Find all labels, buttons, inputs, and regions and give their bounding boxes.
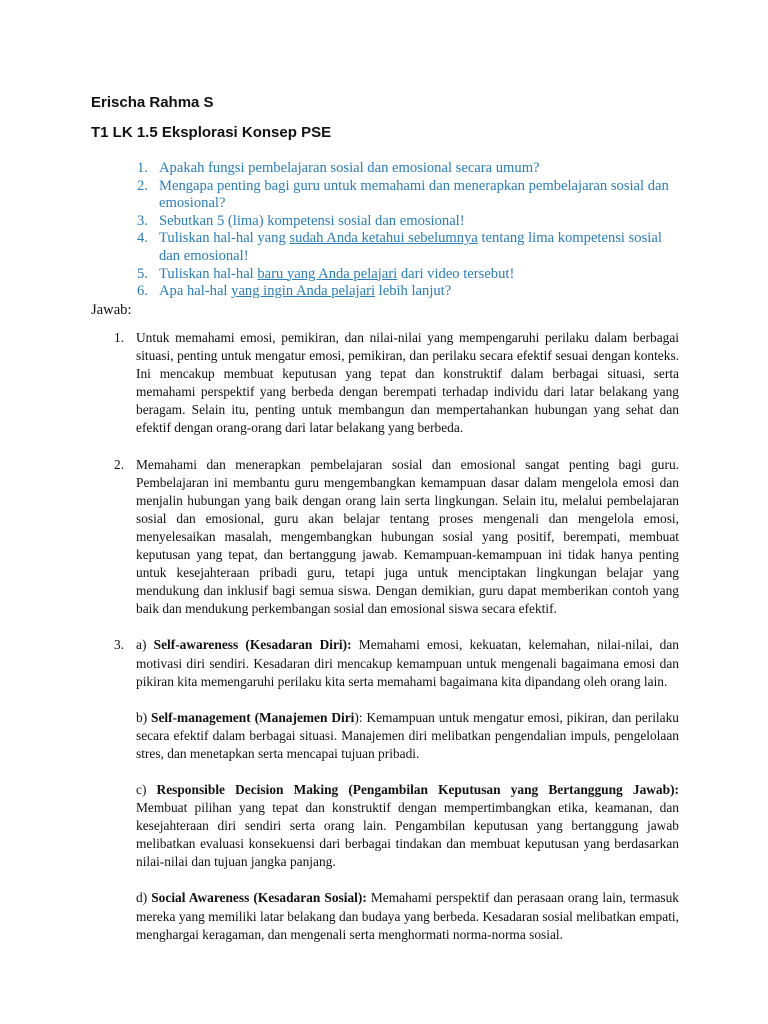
- answer-number: 2.: [114, 456, 125, 472]
- competency-title: Responsible Decision Making (Pengambilan Keputusan yang Bertanggung Jawab):: [156, 781, 679, 797]
- competency-social-awareness: [136, 889, 679, 943]
- question-item: [137, 178, 682, 213]
- question-text-end: dari video tersebut!: [397, 265, 515, 282]
- competency-prefix: d): [136, 890, 152, 906]
- question-number: 6.: [137, 283, 148, 300]
- question-text: Tuliskan hal-hal: [159, 265, 258, 282]
- answer-item-3: [114, 636, 679, 943]
- question-text-end: tentang lima kompetensi sosial dan emosional!: [159, 230, 662, 264]
- question-number: 3.: [137, 212, 148, 229]
- question-number: 4.: [137, 230, 148, 247]
- question-item: [137, 213, 682, 231]
- question-underlined-text: yang ingin Anda pelajari: [231, 283, 376, 300]
- answer-text: Untuk memahami emosi, pemikiran, dan nilai-nilai yang mempengaruhi perilaku dalam berbagai situasi, penting untuk mengatur emosi, pemikiran, dan perilaku secara efektif sesuai dengan konteks. Ini mencakup membuat keputusan yang tepat dan konstruktif dalam berbagai situasi, serta memahami perspektif yang berbeda dengan berempati terhadap individu dari latar belakang yang beragam. Selain itu, penting untuk membangun dan mempertahankan hubungan yang sehat dan efektif dengan orang-orang dari latar belakang yang berbeda.: [136, 330, 679, 436]
- question-number: 1.: [137, 160, 148, 176]
- question-text: Apa hal-hal: [159, 283, 232, 300]
- question-list: [137, 160, 682, 301]
- answer-number: 3.: [114, 637, 125, 653]
- question-number: 5.: [137, 265, 148, 282]
- question-item: [137, 160, 682, 178]
- document-title: T1 LK 1.5 Eksplorasi Konsep PSE: [91, 124, 332, 141]
- competency-prefix: a): [136, 637, 154, 653]
- author-name: Erischa Rahma S: [91, 94, 214, 111]
- question-text-end: lebih lanjut?: [375, 283, 452, 300]
- competency-title: Social Awareness (Kesadaran Sosial):: [151, 890, 367, 906]
- question-item: [137, 230, 682, 265]
- competency-description: Membuat pilihan yang tepat dan konstruktif dengan mempertimbangkan etika, keamanan, dan kesejahteraan diri sendiri serta orang lain. Pengambilan keputusan yang bertanggung jawab melibatkan evaluasi konsekuensi dari berbagai tindakan dan membuat keputusan yang berdasarkan nilai-nilai dan tujuan jangka panjang.: [136, 800, 679, 870]
- question-underlined-text: baru yang Anda pelajari: [257, 265, 398, 282]
- question-item: [137, 266, 682, 284]
- competency-self-management: [136, 709, 679, 763]
- competency-prefix: b): [136, 709, 152, 725]
- answer-list: [114, 329, 679, 962]
- competency-description: ): Kemampuan untuk mengatur emosi, pikiran, dan perilaku secara efektif dalam berbagai situasi. Manajemen diri melibatkan pengendalian impuls, pengelolaan stres, dan menetapkan serta mencapai tujuan pribadi.: [136, 709, 679, 761]
- answer-item-2: [114, 456, 679, 619]
- competency-description: Memahami perspektif dan perasaan orang lain, termasuk mereka yang memiliki latar belakang dan budaya yang berbeda. Kesadaran sosial melibatkan empati, menghargai keragaman, dan mengenali serta menghormati norma-norma sosial.: [136, 890, 679, 942]
- question-text: Apakah fungsi pembelajaran sosial dan emosional secara umum?: [159, 160, 540, 176]
- question-number: 2.: [137, 177, 148, 194]
- answer-label: Jawab:: [91, 302, 132, 318]
- competency-responsible-decision-making: [136, 781, 679, 871]
- competency-self-awareness: [136, 636, 679, 690]
- question-underlined-text: sudah Anda ketahui sebelumnya: [289, 230, 478, 247]
- competency-title: Self-awareness (Kesadaran Diri):: [153, 637, 352, 653]
- competency-description: Memahami emosi, kekuatan, kelemahan, nilai-nilai, dan motivasi diri sendiri. Kesadaran diri mencakup kemampuan untuk mengenali bagaimana emosi dan pikiran kita memengaruhi perilaku kita serta memahami bagaimana kita dipandang oleh orang lain.: [136, 637, 680, 689]
- question-text: Tuliskan hal-hal yang: [159, 230, 290, 247]
- competency-prefix: c): [136, 781, 157, 797]
- competency-title: Self-management (Manajemen Diri: [151, 709, 355, 725]
- question-item: [137, 283, 682, 301]
- answer-number: 1.: [114, 330, 125, 345]
- answer-text: Memahami dan menerapkan pembelajaran sosial dan emosional sangat penting bagi guru. Pembelajaran ini membantu guru mengembangkan kemampuan dasar dalam mengelola emosi dan menjalin hubungan yang baik dengan orang lain serta lingkungan. Selain itu, melalui pembelajaran sosial dan emosional, guru akan belajar tentang proses mengenali dan mengelola emosi, menyelesaikan masalah, mengembangkan hubungan sosial yang positif, berempati, membuat keputusan yang tepat, dan bertanggung jawab. Kemampuan-kemampuan ini tidak hanya penting untuk kesejahteraan pribadi guru, tetapi juga untuk menciptakan lingkungan belajar yang mendukung dan inklusif bagi semua siswa. Dengan demikian, guru dapat memberikan contoh yang baik dan mendukung perkembangan sosial dan emosional siswa secara efektif.: [136, 456, 679, 617]
- question-text: Sebutkan 5 (lima) kompetensi sosial dan emosional!: [159, 212, 465, 229]
- answer-item-1: [114, 329, 679, 438]
- question-text: Mengapa penting bagi guru untuk memahami dan menerapkan pembelajaran sosial dan emosional?: [159, 177, 669, 212]
